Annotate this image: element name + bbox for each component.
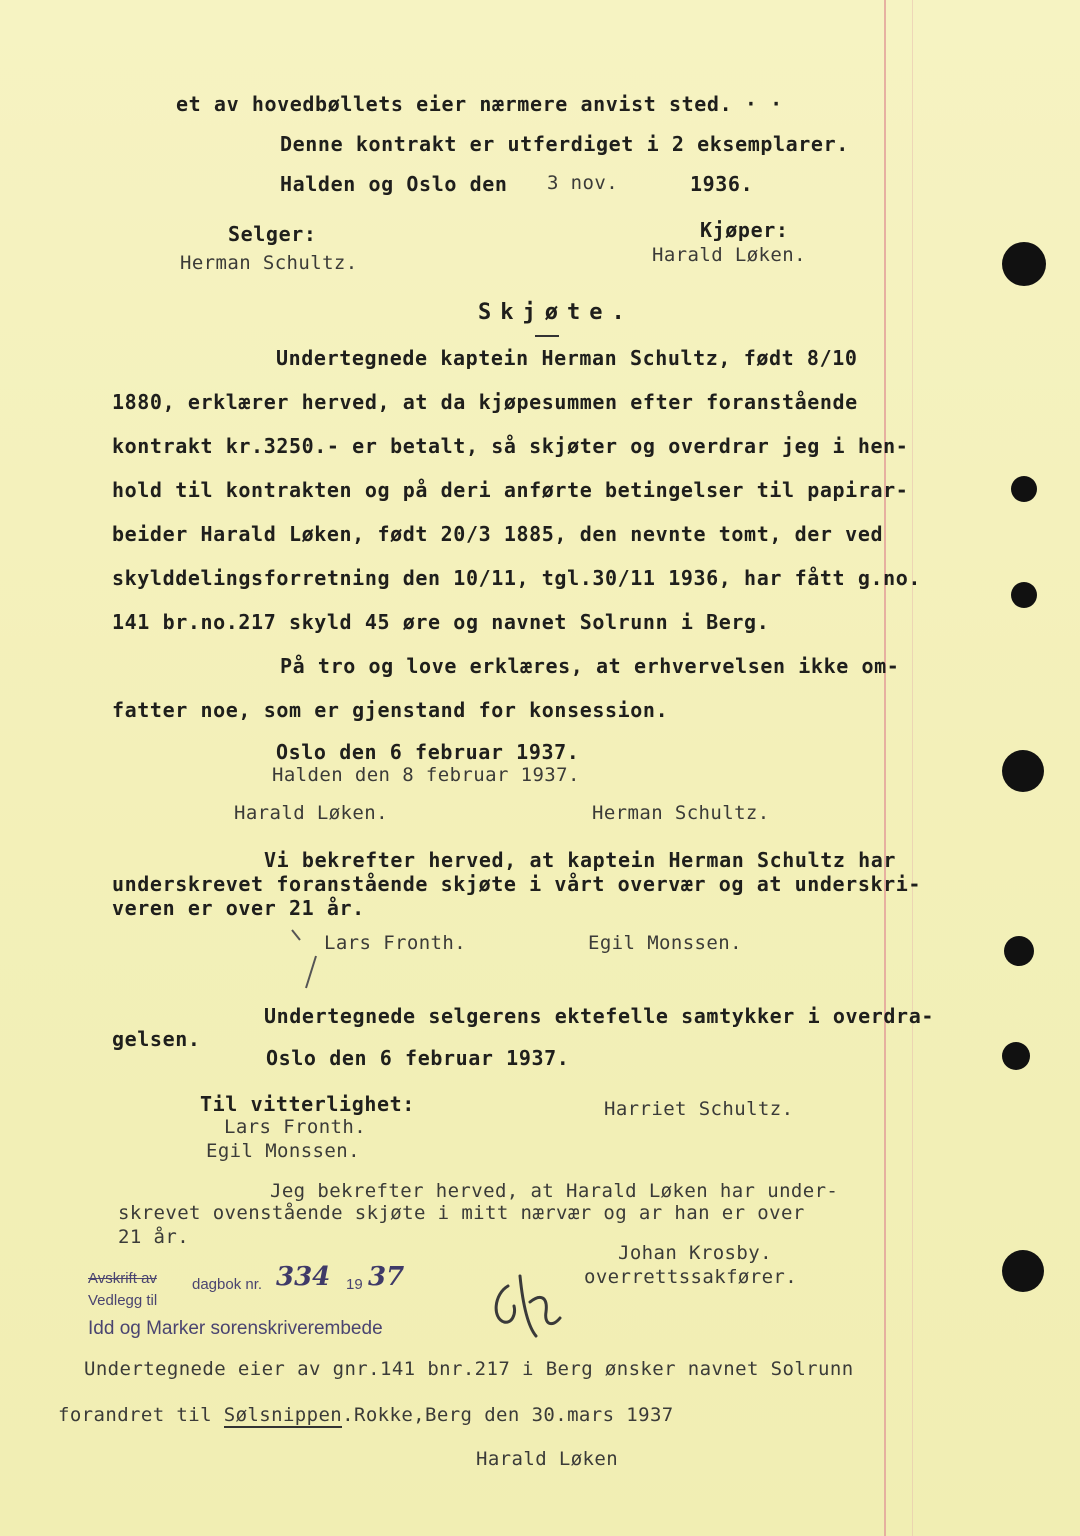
text-line: underskrevet foranstående skjøte i vårt overvær og at underskri- xyxy=(112,872,922,896)
final-signature: Harald Løken xyxy=(476,1448,619,1470)
text-line: Undertegnede eier av gnr.141 bnr.217 i Berg ønsker navnet Solrunn xyxy=(84,1358,854,1380)
text-line xyxy=(58,1404,674,1426)
text-line: et av hovedbøllets eier nærmere anvist sted. · · xyxy=(176,92,783,116)
text-line: Halden og Oslo den xyxy=(280,172,508,196)
punch-hole xyxy=(1002,750,1044,792)
text-line: gelsen. xyxy=(112,1027,201,1051)
edge-line xyxy=(912,0,913,1536)
text-line: fatter noe, som er gjenstand for konsession. xyxy=(112,698,669,722)
text-line: 1880, erklærer herved, at da kjøpesummen efter foranstående xyxy=(112,390,858,414)
text-line: skrevet ovenstående skjøte i mitt nærvær og ar han er over xyxy=(118,1202,805,1224)
punch-hole xyxy=(1011,582,1037,608)
witness-name: Lars Fronth. xyxy=(224,1116,367,1138)
stamp-year-prefix: 19 xyxy=(346,1276,363,1293)
document-title: Skjøte. xyxy=(478,300,634,325)
buyer-label: Kjøper: xyxy=(700,218,789,242)
text-line: På tro og love erklæres, at erhvervelsen ikke om- xyxy=(280,654,900,678)
witness-label: Til vitterlighet: xyxy=(200,1092,415,1116)
text-line: beider Harald Løken, født 20/3 1885, den nevnte tomt, der ved xyxy=(112,522,884,546)
stamp-dagbok: dagbok nr. xyxy=(192,1276,263,1293)
text-line: skylddelingsforretning den 10/11, tgl.30/11 1936, har fått g.no. xyxy=(112,566,922,590)
stamp-avskrift: Avskrift av xyxy=(88,1270,157,1287)
buyer-name: Harald Løken. xyxy=(652,244,806,266)
punch-hole xyxy=(1002,242,1046,286)
stamp-vedlegg: Vedlegg til xyxy=(88,1292,158,1309)
text-line: hold til kontrakten og på deri anførte betingelser til papirar- xyxy=(112,478,909,502)
text-segment: forandret til xyxy=(58,1404,224,1426)
punch-hole xyxy=(1002,1250,1044,1292)
seller-name: Herman Schultz. xyxy=(180,252,358,274)
stamp-office: Idd og Marker sorenskriverembede xyxy=(88,1318,383,1339)
witness-name: Egil Monssen. xyxy=(588,932,742,954)
text-line: Vi bekrefter herved, at kaptein Herman Schultz har xyxy=(264,848,897,872)
text-line: veren er over 21 år. xyxy=(112,896,365,920)
witness-name: Lars Fronth. xyxy=(324,932,467,954)
text-line: Denne kontrakt er utferdiget i 2 eksemplarer. xyxy=(280,132,849,156)
signature-name: Harald Løken. xyxy=(234,802,388,824)
lawyer-title: overrettssakfører. xyxy=(584,1266,798,1288)
new-name: Sølsnippen xyxy=(223,1404,343,1426)
punch-hole xyxy=(1004,936,1034,966)
margin-line xyxy=(884,0,886,1536)
punch-hole xyxy=(1002,1042,1030,1070)
spouse-signature: Harriet Schultz. xyxy=(604,1098,794,1120)
stamp-number: 334 xyxy=(276,1262,331,1292)
stamp-year: 37 xyxy=(368,1262,405,1292)
text-line: 21 år. xyxy=(118,1226,190,1248)
text-line: 1936. xyxy=(690,172,754,196)
punch-hole xyxy=(1011,476,1037,502)
text-line: Undertegnede kaptein Herman Schultz, født 8/10 xyxy=(276,346,858,370)
text-line: kontrakt kr.3250.- er betalt, så skjøter og overdrar jeg i hen- xyxy=(112,434,909,458)
date-line: Oslo den 6 februar 1937. xyxy=(276,740,580,764)
signature-name: Herman Schultz. xyxy=(592,802,770,824)
seller-label: Selger: xyxy=(228,222,317,246)
title-underline xyxy=(535,335,559,337)
pen-mark xyxy=(286,926,326,990)
text-line: Undertegnede selgerens ektefelle samtykker i overdra- xyxy=(264,1004,934,1028)
date-line: Halden den 8 februar 1937. xyxy=(272,764,580,786)
witness-name: Egil Monssen. xyxy=(206,1140,360,1162)
date-line: Oslo den 6 februar 1937. xyxy=(266,1046,570,1070)
text-segment: .Rokke,Berg den 30.mars 1937 xyxy=(342,1404,674,1426)
lawyer-name: Johan Krosby. xyxy=(618,1242,772,1264)
text-line: 3 nov. xyxy=(547,172,619,194)
text-line: 141 br.no.217 skyld 45 øre og navnet Solrunn i Berg. xyxy=(112,610,770,634)
text-line: Jeg bekrefter herved, at Harald Løken har under- xyxy=(270,1180,839,1202)
handwritten-initials xyxy=(486,1266,576,1346)
